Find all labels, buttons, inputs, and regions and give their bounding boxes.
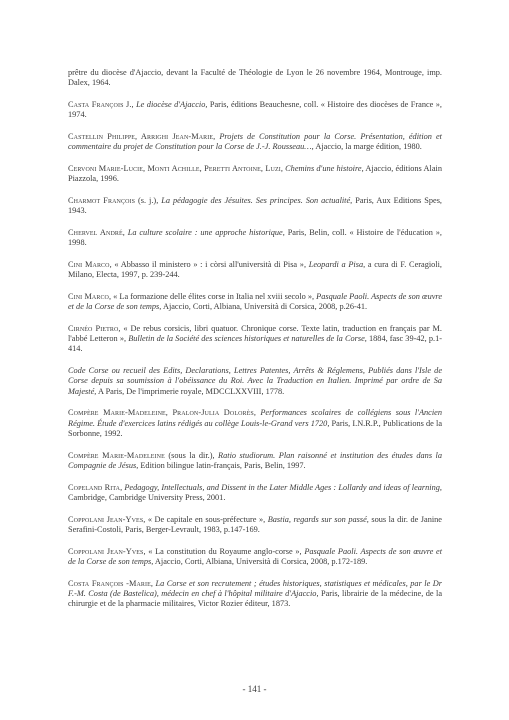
entry-author: Costa François -Marie xyxy=(68,578,151,588)
bibliography-entry xyxy=(68,366,442,397)
bibliography-entry xyxy=(68,408,442,439)
entry-text: , xyxy=(131,100,137,109)
page-number: - 141 - xyxy=(242,684,267,694)
entry-text: , xyxy=(213,132,220,141)
entry-author: Compère Marie-Madeleine, Pralon-Julia Dolorès xyxy=(68,408,254,418)
entry-text: , Paris, librairie de la médecine, de la chirurgie et de la pharmacie militaires, Victor Rozier éditeur, 1873. xyxy=(68,588,442,609)
entry-title: Projets de Constitution pour la Corse. Présentation, édition et commentaire du projet de Constitution pour la Corse de J.-J. Rousseau… xyxy=(68,132,442,152)
bibliography-entry xyxy=(68,515,442,535)
entry-text: , xyxy=(280,164,286,173)
entry-text: , « Abbasso il ministero » : i còrsi all'università di Pisa », xyxy=(109,260,309,269)
entry-author: Compère Marie-Madeleine xyxy=(68,450,165,460)
bibliography-list xyxy=(68,68,442,621)
entry-title: Chemins d'une histoire xyxy=(285,164,362,173)
entry-text: , « De capitale en sous-préfecture », xyxy=(143,514,268,524)
entry-title: Bulletin de la Société des sciences historiques et naturelles de la Corse xyxy=(128,334,365,344)
bibliography-entry xyxy=(68,100,442,120)
entry-text: , Ajaccio, éditions Alain Piazzola, 1996. xyxy=(68,164,442,184)
entry-text: , « La constitution du Royaume anglo-corse », xyxy=(143,546,305,556)
bibliography-entry xyxy=(68,196,442,216)
entry-text: prêtre du diocèse d'Ajaccio, devant la Faculté de Théologie de Lyon le 26 novembre 1964, Montrouge, imp. Dalex, 1964. xyxy=(68,68,442,88)
entry-author: Copeland Rita xyxy=(68,482,121,492)
entry-title: Bastia, regards sur son passé xyxy=(267,514,367,524)
entry-author: Cervoni Marie-Lucie, Monti Achille, Peretti Antoine, Luzi xyxy=(68,164,281,173)
entry-author: Casta François J. xyxy=(68,100,132,109)
entry-author: Chervel André xyxy=(68,228,123,237)
entry-text: , Edition bilingue latin-français, Paris, Belin, 1997. xyxy=(136,460,306,470)
entry-title: Ratio studiorum. Plan raisonné et institution des études dans la Compagnie de Jésus xyxy=(68,450,442,470)
entry-text: , « La formazione delle élites corse in Italia nel xviii secolo », xyxy=(109,292,317,301)
entry-title: Leopardi a Pisa xyxy=(308,260,364,269)
entry-author: Cirnéo Pietro xyxy=(68,324,119,333)
entry-text: , Paris, Aux Editions Spes, 1943. xyxy=(68,196,442,216)
bibliography-entry xyxy=(68,260,442,280)
entry-text: , Cambridge, Cambridge University Press, 2001. xyxy=(68,482,442,502)
entry-author: Charmot François xyxy=(68,196,136,205)
entry-title: Pasquale Paoli. Aspects de son œuvre et de la Corse de son temps xyxy=(68,292,443,312)
bibliography-entry xyxy=(68,451,442,471)
entry-text: , Ajaccio, Corti, Albiana, Università di Corsica, 2008, p.172-189. xyxy=(151,556,368,566)
entry-text: , xyxy=(120,482,125,492)
entry-text: , sous la dir. de Janine Serafini-Costoli, Paris, Berger-Levrault, 1983, p.147-169. xyxy=(68,514,442,534)
bibliography-entry xyxy=(68,68,442,88)
entry-text: , xyxy=(253,408,261,418)
bibliography-entry xyxy=(68,228,442,248)
entry-text: , 1884, fasc 39-42, p.1-414. xyxy=(68,334,442,354)
entry-text: , A Paris, De l'imprimerie royale, MDCCLXXVIII, 1778. xyxy=(94,386,285,396)
entry-title: Code Corse ou recueil des Edits, Declarations, Lettres Patentes, Arrêts & Réglemens, Publiés dans l'Isle de Corse depuis sa soumission à l'obéissance du Roi. Avec la Traduction en Italien. Imprimé par ordre de Sa Majesté xyxy=(68,366,442,396)
entry-author: Cini Marco xyxy=(68,292,109,301)
entry-text: , a cura di F. Ceragioli, Milano, Electa, 1997, p. 239-244. xyxy=(68,260,442,280)
bibliography-entry xyxy=(68,483,442,503)
entry-title: Performances scolaires de collégiens sous l'Ancien Régime. Étude d'exercices latins rédigés au collège Louis-le-Grand vers 1720 xyxy=(68,408,442,428)
entry-text: (s. j.), xyxy=(135,196,162,205)
entry-text: , Ajaccio, la marge édition, 1980. xyxy=(311,142,422,152)
entry-title: Le diocèse d'Ajaccio xyxy=(136,100,206,109)
entry-title: La Corse et son recrutement ; études historiques, statistiques et médicales, par le Dr F.-M. Costa (de Bastelica), médecin en chef à l'hôpital militaire d'Ajaccio xyxy=(68,578,442,598)
entry-author: Coppolani Jean-Yves xyxy=(68,514,144,524)
bibliography-entry xyxy=(68,579,442,610)
entry-text: , xyxy=(150,578,156,588)
entry-author: Cini Marco xyxy=(68,260,110,269)
entry-text: , « De rebus corsicis, libri quatuor. Chronique corse. Texte latin, traduction en français par M. l'abbé Letteron », xyxy=(68,324,442,344)
bibliography-entry xyxy=(68,324,442,355)
entry-text: (sous la dir.), xyxy=(164,450,219,460)
entry-author: Castellin Philippe, Arrighi Jean-Marie xyxy=(68,132,214,141)
entry-title: La pédagogie des Jésuites. Ses principes. Son actualité xyxy=(161,196,351,205)
entry-title: La culture scolaire : une approche historique xyxy=(127,228,283,237)
bibliography-entry xyxy=(68,132,442,152)
bibliography-entry xyxy=(68,292,442,312)
entry-title: Pasquale Paoli. Aspects de son œuvre et de la Corse de son temps xyxy=(68,546,442,566)
entry-text: , xyxy=(122,228,128,237)
entry-text: , Ajaccio, Corti, Albiana, Università di Corsica, 2008, p.26-41. xyxy=(159,302,368,312)
bibliography-entry xyxy=(68,547,442,567)
entry-title: Pedagogy, Intellectuals, and Dissent in the Later Middle Ages : Lollardy and ideas of learning xyxy=(124,482,440,492)
entry-author: Coppolani Jean-Yves xyxy=(68,546,144,556)
entry-text: , Paris, éditions Beauchesne, coll. « Histoire des diocèses de France », 1974. xyxy=(68,100,443,120)
entry-text: , Paris, Belin, coll. « Histoire de l'éducation », 1998. xyxy=(68,228,443,248)
entry-text: , Paris, I.N.R.P., Publications de la Sorbonne, 1992. xyxy=(68,418,443,438)
bibliography-entry xyxy=(68,164,442,184)
